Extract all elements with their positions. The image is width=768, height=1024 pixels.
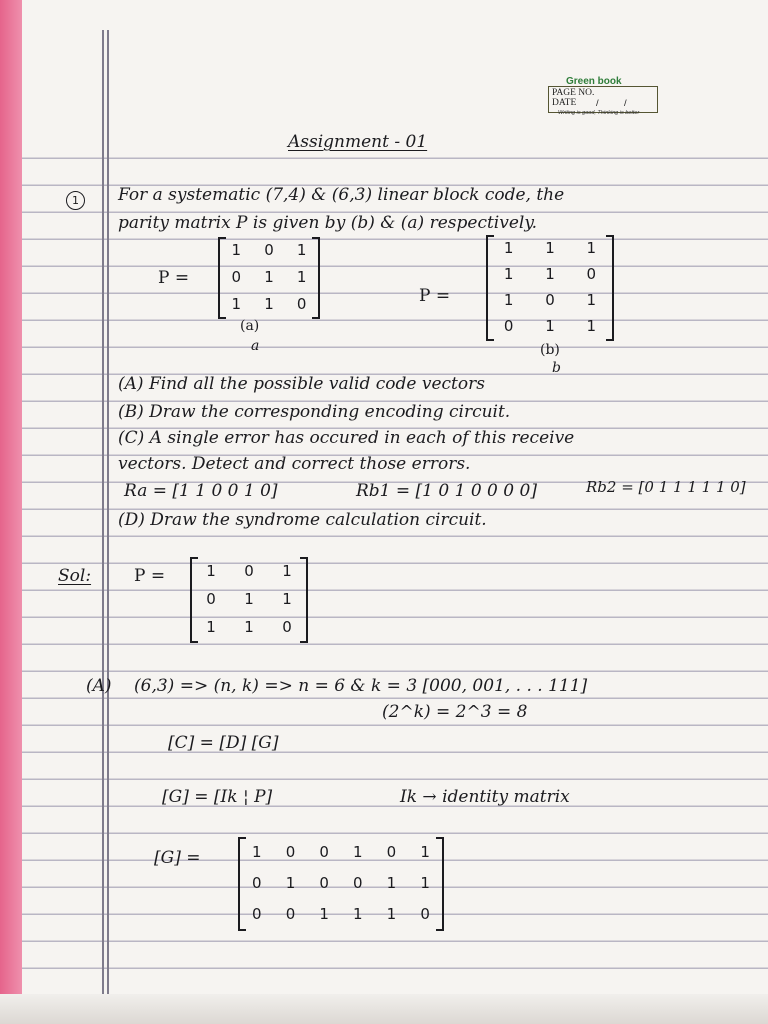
matrix-cell: 1 <box>206 618 216 636</box>
matrix-cell: 0 <box>264 241 274 260</box>
matrix-cell: 0 <box>586 265 597 283</box>
matrix-cell: 1 <box>503 239 514 257</box>
brand-stamp <box>546 76 658 116</box>
margin-line-2 <box>107 30 109 1004</box>
p-label-b: P = <box>419 286 451 306</box>
matrix-cell: 1 <box>296 241 307 260</box>
matrix-cell: 1 <box>503 291 514 309</box>
matrix-cell: 1 <box>282 590 292 608</box>
matrix-row <box>240 843 442 861</box>
matrix-cell: 1 <box>264 294 274 313</box>
matrix-cell: 0 <box>545 291 555 309</box>
matrix-cell: 1 <box>545 317 555 335</box>
page-bottom-shadow <box>0 994 768 1024</box>
generator-label: [G] = <box>154 848 201 868</box>
matrix-cell: 1 <box>586 317 597 335</box>
page-no-label: PAGE NO. <box>552 88 595 98</box>
matrix-cell: 1 <box>386 904 397 923</box>
matrix-cell: 1 <box>545 239 555 257</box>
matrix-cell: 1 <box>285 874 296 892</box>
identity-note: Ik → identity matrix <box>400 787 570 807</box>
received-vector-rb1: Rb1 = [1 0 1 0 0 0 0] <box>356 481 537 501</box>
matrix-cell: 0 <box>386 843 397 862</box>
part-d-text: (D) Draw the syndrome calculation circuit. <box>118 510 487 530</box>
received-vector-rb2: Rb2 = [0 1 1 1 1 1 0] <box>586 478 746 496</box>
matrix-cell: 1 <box>231 294 242 313</box>
matrix-cell: 0 <box>206 590 216 608</box>
matrix-cell: 0 <box>244 562 254 580</box>
margin-line-1 <box>102 30 104 1004</box>
matrix-row <box>240 905 442 923</box>
equation-codeword: [C] = [D] [G] <box>168 733 279 753</box>
matrix-b-caption: b <box>552 360 561 376</box>
matrix-cell: 0 <box>252 904 262 923</box>
matrix-cell: 1 <box>244 590 254 608</box>
matrix-cell: 0 <box>503 317 514 335</box>
matrix-row <box>488 291 612 309</box>
solution-label: Sol: <box>58 566 92 586</box>
question-line-2: parity matrix P is given by (b) & (a) respectively. <box>118 213 538 233</box>
matrix-row <box>220 241 318 259</box>
matrix-cell: 1 <box>252 843 262 862</box>
matrix-cell: 1 <box>231 241 242 260</box>
matrix-cell: 1 <box>296 268 307 286</box>
matrix-cell: 1 <box>586 291 597 309</box>
matrix-b-label: (b) <box>540 342 560 358</box>
matrix-cell: 1 <box>545 265 555 283</box>
matrix-cell: 1 <box>420 843 430 862</box>
matrix-cell: 0 <box>353 874 363 892</box>
matrix-cell: 0 <box>231 268 242 286</box>
matrix-cell: 1 <box>353 843 363 862</box>
assignment-title: Assignment - 01 <box>288 132 428 152</box>
matrix-cell: 0 <box>285 843 296 862</box>
generator-matrix <box>238 838 444 930</box>
matrix-row <box>240 874 442 892</box>
part-c-text-2: vectors. Detect and correct those errors. <box>118 454 471 474</box>
matrix-cell: 1 <box>353 904 363 923</box>
matrix-cell: 1 <box>386 874 397 892</box>
matrix-row <box>488 317 612 335</box>
part-c-text-1: (C) A single error has occured in each of this receive <box>118 428 575 448</box>
question-number-circle: 1 <box>66 191 85 210</box>
matrix-cell: 1 <box>206 562 216 580</box>
matrix-a-caption: a <box>251 338 260 354</box>
matrix-cell: 0 <box>420 904 430 923</box>
matrix-cell: 1 <box>586 239 597 257</box>
solution-p-label: P = <box>134 566 166 586</box>
part-b-text: (B) Draw the corresponding encoding circuit. <box>118 402 511 422</box>
matrix-cell: 0 <box>252 874 262 892</box>
part-a-text: (A) Find all the possible valid code vectors <box>118 374 485 394</box>
matrix-row <box>488 265 612 283</box>
matrix-row <box>488 239 612 257</box>
brand-tagline: Writing is good, Thinking is better <box>558 110 640 116</box>
solution-parity-matrix <box>190 558 308 642</box>
matrix-cell: 1 <box>420 874 430 892</box>
matrix-row <box>220 295 318 313</box>
parity-matrix-a <box>218 238 320 318</box>
matrix-row <box>220 268 318 286</box>
pink-page-edge <box>0 0 22 1024</box>
parity-matrix-b <box>486 236 614 340</box>
matrix-row <box>192 618 306 636</box>
matrix-cell: 1 <box>264 268 274 286</box>
matrix-cell: 1 <box>244 618 254 636</box>
p-label-a: P = <box>158 268 190 288</box>
matrix-cell: 0 <box>319 874 329 892</box>
question-line-1: For a systematic (7,4) & (6,3) linear block code, the <box>118 185 565 205</box>
equation-generator: [G] = [Ik ¦ P] <box>162 787 273 807</box>
matrix-row <box>192 562 306 580</box>
date-slash-1: / <box>596 98 599 109</box>
matrix-cell: 1 <box>282 562 292 580</box>
matrix-cell: 1 <box>319 904 329 923</box>
date-label: DATE <box>552 98 577 108</box>
matrix-a-label: (a) <box>240 318 260 334</box>
solution-line-2: (2^k) = 2^3 = 8 <box>382 702 528 722</box>
matrix-cell: 0 <box>285 904 296 923</box>
solution-part-a-label: (A) <box>86 676 112 696</box>
matrix-cell: 0 <box>319 843 329 862</box>
brand-name: Green book <box>566 76 622 87</box>
solution-line-1: (6,3) => (n, k) => n = 6 & k = 3 [000, 001, . . . 111] <box>134 676 588 696</box>
date-slash-2: / <box>624 98 627 109</box>
matrix-cell: 0 <box>296 294 307 313</box>
matrix-cell: 0 <box>282 618 292 636</box>
received-vector-ra: Ra = [1 1 0 0 1 0] <box>124 481 278 501</box>
matrix-row <box>192 590 306 608</box>
matrix-cell: 1 <box>503 265 514 283</box>
